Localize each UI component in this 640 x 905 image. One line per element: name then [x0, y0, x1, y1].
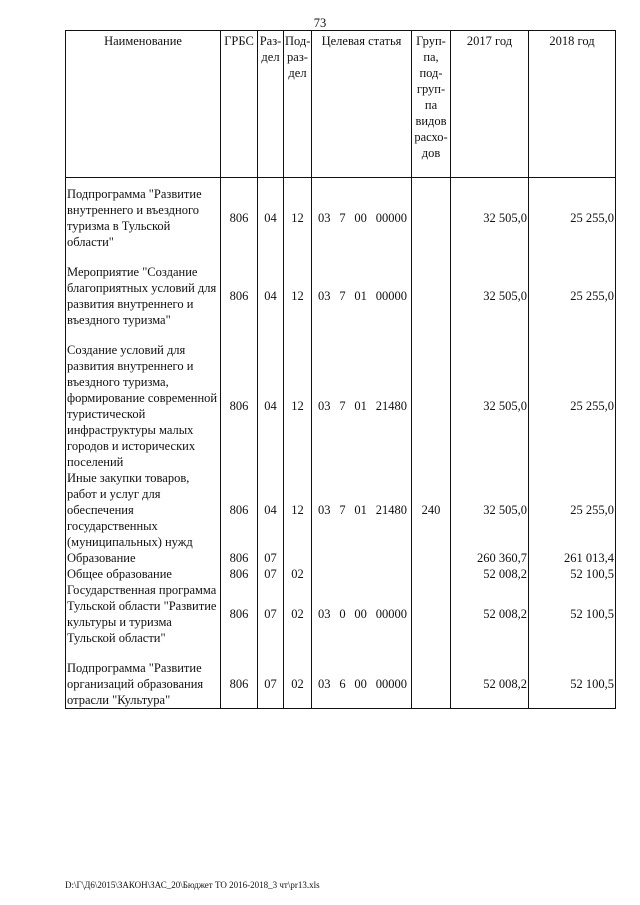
- row-podrazdel: 12: [284, 186, 312, 250]
- table-row: [66, 550, 616, 566]
- spacer-cell: [451, 178, 529, 187]
- spacer-cell: [284, 178, 312, 187]
- target-code-part: 01: [354, 289, 367, 303]
- header-razdel: Раз-дел: [258, 31, 284, 178]
- page-number: 73: [313, 16, 327, 30]
- row-grbs: 806: [221, 566, 258, 582]
- row-razdel: 04: [258, 342, 284, 470]
- row-2017: 260 360,7: [451, 550, 529, 566]
- row-spacer: [66, 328, 616, 342]
- row-2017: 32 505,0: [451, 264, 529, 328]
- row-grbs: 806: [221, 582, 258, 646]
- row-2018: 25 255,0: [529, 470, 616, 550]
- target-code-part: 03: [318, 399, 331, 413]
- row-grbs: 806: [221, 550, 258, 566]
- target-code-part: 7: [339, 289, 346, 303]
- row-name: Подпрограмма "Развитие внутреннего и въездного туризма в Тульской области": [66, 186, 221, 250]
- spacer-cell: [312, 328, 412, 342]
- row-razdel: 07: [258, 566, 284, 582]
- row-target: [312, 566, 412, 582]
- row-razdel: 07: [258, 582, 284, 646]
- target-code-part: 7: [339, 211, 346, 225]
- row-group: [412, 566, 451, 582]
- header-group: Груп-па, под-груп-па видов расхо-дов: [412, 31, 451, 178]
- spacer-cell: [258, 250, 284, 264]
- row-group: [412, 264, 451, 328]
- spacer-cell: [412, 178, 451, 187]
- target-code-part: 00: [354, 607, 367, 621]
- spacer-cell: [284, 328, 312, 342]
- row-target: [312, 264, 412, 328]
- target-code-part: 00000: [375, 607, 407, 621]
- table-row: [66, 264, 616, 328]
- row-spacer: [66, 250, 616, 264]
- target-code: [313, 398, 410, 414]
- row-grbs: 806: [221, 470, 258, 550]
- row-grbs: 806: [221, 660, 258, 709]
- row-2017: 32 505,0: [451, 342, 529, 470]
- row-razdel: 04: [258, 470, 284, 550]
- spacer-cell: [221, 250, 258, 264]
- target-code: [313, 210, 410, 226]
- spacer-cell: [66, 178, 221, 187]
- row-podrazdel: 12: [284, 264, 312, 328]
- header-2017: 2017 год: [451, 31, 529, 178]
- row-podrazdel: 02: [284, 660, 312, 709]
- spacer-cell: [529, 328, 616, 342]
- target-code-part: 03: [318, 503, 331, 517]
- row-2018: 52 100,5: [529, 566, 616, 582]
- row-razdel: 07: [258, 660, 284, 709]
- row-target: [312, 582, 412, 646]
- spacer-cell: [312, 250, 412, 264]
- target-code-part: 7: [339, 399, 346, 413]
- spacer-cell: [284, 646, 312, 660]
- row-spacer: [66, 178, 616, 187]
- spacer-cell: [451, 250, 529, 264]
- row-target: [312, 470, 412, 550]
- target-code: [313, 606, 410, 622]
- target-code: [313, 288, 410, 304]
- table-row: [66, 186, 616, 250]
- spacer-cell: [258, 328, 284, 342]
- spacer-cell: [312, 646, 412, 660]
- row-podrazdel: [284, 550, 312, 566]
- spacer-cell: [529, 646, 616, 660]
- header-grbs: ГРБС: [221, 31, 258, 178]
- spacer-cell: [529, 178, 616, 187]
- row-name: Подпрограмма "Развитие организаций образования отрасли "Культура": [66, 660, 221, 709]
- row-razdel: 04: [258, 264, 284, 328]
- target-code-part: 00000: [375, 289, 407, 303]
- row-name: Образование: [66, 550, 221, 566]
- row-2018: 25 255,0: [529, 186, 616, 250]
- spacer-cell: [451, 646, 529, 660]
- target-code-part: 01: [354, 399, 367, 413]
- row-group: [412, 342, 451, 470]
- row-2017: 52 008,2: [451, 660, 529, 709]
- row-podrazdel: 12: [284, 342, 312, 470]
- row-group: [412, 582, 451, 646]
- row-razdel: 04: [258, 186, 284, 250]
- row-name: Мероприятие "Создание благоприятных условий для развития внутреннего и въездного туризма": [66, 264, 221, 328]
- row-group: [412, 550, 451, 566]
- header-target: Целевая статья: [312, 31, 412, 178]
- spacer-cell: [221, 646, 258, 660]
- target-code-part: 03: [318, 677, 331, 691]
- spacer-cell: [66, 250, 221, 264]
- row-podrazdel: 12: [284, 470, 312, 550]
- row-group: [412, 660, 451, 709]
- row-grbs: 806: [221, 342, 258, 470]
- file-path-footer: D:\Г\Д6\2015\ЗАКОН\ЗАС_20\Бюджет ТО 2016-2018_3 чт\pr13.xls: [65, 880, 320, 890]
- table-row: [66, 566, 616, 582]
- row-name: Создание условий для развития внутреннего и въездного туризма, формирование современной туристической инфраструктуры малых городов и исторических поселений: [66, 342, 221, 470]
- row-spacer: [66, 646, 616, 660]
- row-target: [312, 186, 412, 250]
- spacer-cell: [258, 646, 284, 660]
- target-code: [313, 676, 410, 692]
- row-name: Иные закупки товаров, работ и услуг для обеспечения государственных (муниципальных) нужд: [66, 470, 221, 550]
- table-row: [66, 470, 616, 550]
- target-code-part: 03: [318, 211, 331, 225]
- row-podrazdel: 02: [284, 566, 312, 582]
- spacer-cell: [529, 250, 616, 264]
- target-code-part: 00: [354, 677, 367, 691]
- target-code: [313, 502, 410, 518]
- row-2018: 52 100,5: [529, 660, 616, 709]
- table-header: [66, 31, 616, 178]
- target-code-part: 7: [339, 503, 346, 517]
- row-2018: 261 013,4: [529, 550, 616, 566]
- target-code-part: 00: [354, 211, 367, 225]
- table-row: [66, 342, 616, 470]
- spacer-cell: [451, 328, 529, 342]
- spacer-cell: [412, 250, 451, 264]
- spacer-cell: [66, 328, 221, 342]
- spacer-cell: [66, 646, 221, 660]
- target-code-part: 01: [354, 503, 367, 517]
- target-code-part: 03: [318, 289, 331, 303]
- row-target: [312, 660, 412, 709]
- target-code-part: 21480: [375, 503, 407, 517]
- row-name: Государственная программа Тульской области "Развитие культуры и туризма Тульской области": [66, 582, 221, 646]
- spacer-cell: [412, 646, 451, 660]
- row-2017: 32 505,0: [451, 470, 529, 550]
- row-group: [412, 186, 451, 250]
- row-group: 240: [412, 470, 451, 550]
- row-2018: 25 255,0: [529, 264, 616, 328]
- header-2018: 2018 год: [529, 31, 616, 178]
- row-grbs: 806: [221, 264, 258, 328]
- row-2018: 25 255,0: [529, 342, 616, 470]
- header-podrazdel: Под-раз-дел: [284, 31, 312, 178]
- row-podrazdel: 02: [284, 582, 312, 646]
- table-row: [66, 582, 616, 646]
- row-2017: 32 505,0: [451, 186, 529, 250]
- spacer-cell: [284, 250, 312, 264]
- budget-table: [65, 30, 616, 709]
- row-2018: 52 100,5: [529, 582, 616, 646]
- row-target: [312, 342, 412, 470]
- target-code-part: 00000: [375, 211, 407, 225]
- table-row: [66, 660, 616, 709]
- target-code-part: 6: [339, 677, 346, 691]
- spacer-cell: [312, 178, 412, 187]
- row-target: [312, 550, 412, 566]
- header-name: Наименование: [66, 31, 221, 178]
- target-code-part: 21480: [375, 399, 407, 413]
- target-code-part: 0: [339, 607, 346, 621]
- row-2017: 52 008,2: [451, 566, 529, 582]
- table-body: [66, 178, 616, 709]
- spacer-cell: [412, 328, 451, 342]
- spacer-cell: [221, 328, 258, 342]
- row-razdel: 07: [258, 550, 284, 566]
- row-2017: 52 008,2: [451, 582, 529, 646]
- spacer-cell: [258, 178, 284, 187]
- spacer-cell: [221, 178, 258, 187]
- row-grbs: 806: [221, 186, 258, 250]
- target-code-part: 00000: [375, 677, 407, 691]
- target-code-part: 03: [318, 607, 331, 621]
- row-name: Общее образование: [66, 566, 221, 582]
